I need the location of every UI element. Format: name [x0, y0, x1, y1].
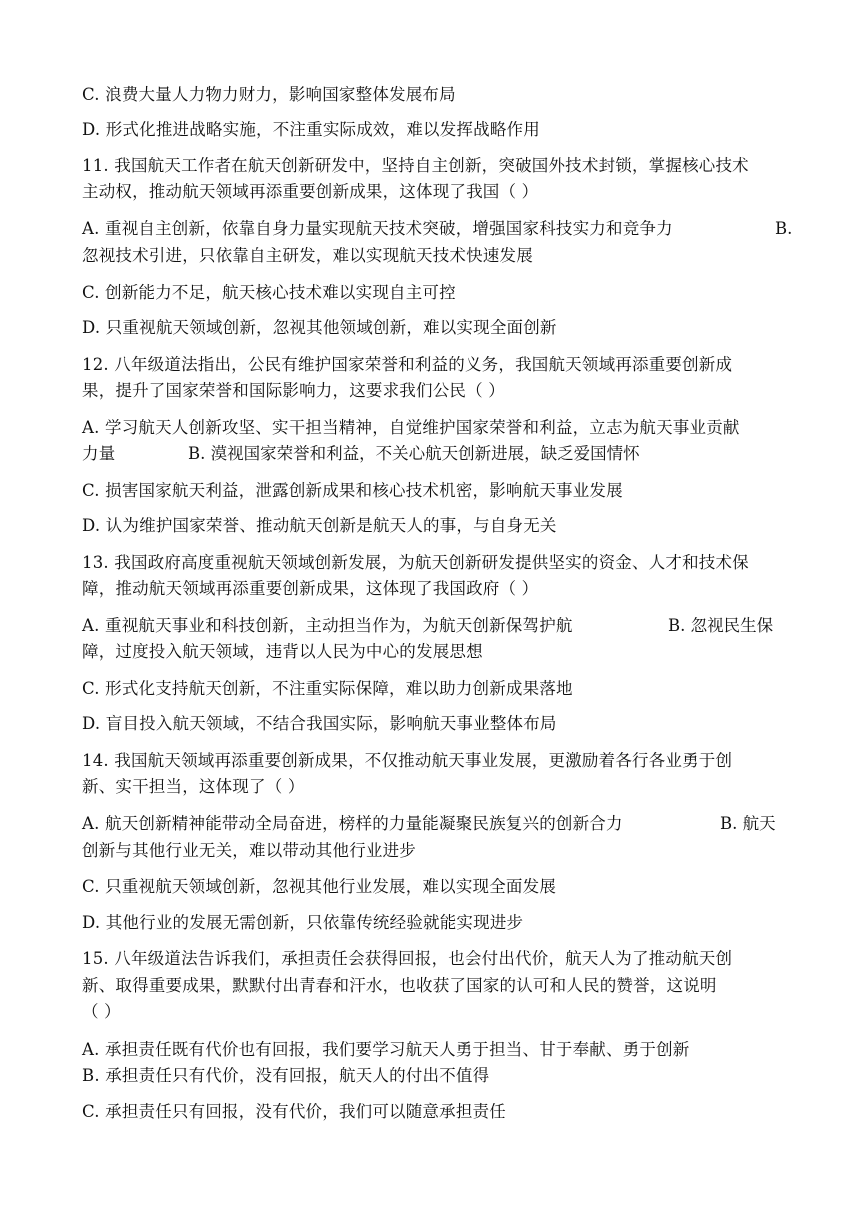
question-11-line-1: 11. 我国航天工作者在航天创新研发中，坚持自主创新，突破国外技术封锁，掌握核心技术: [82, 156, 749, 175]
option-b-q12: B. 漠视国家荣誉和利益，不关心航天创新进展，缺乏爱国情怀: [188, 444, 640, 463]
option-d-q13: D. 盲目投入航天领域，不结合我国实际，影响航天事业整体布局: [82, 714, 557, 733]
option-a-q13: A. 重视航天事业和科技创新，主动担当作为，为航天创新保驾护航: [82, 616, 573, 635]
question-15-line-1: 15. 八年级道法告诉我们，承担责任会获得回报，也会付出代价，航天人为了推动航天创: [82, 949, 733, 968]
option-c-q13: C. 形式化支持航天创新，不注重实际保障，难以助力创新成果落地: [82, 679, 573, 698]
question-11-line-2: 主动权，推动航天领域再添重要创新成果，这体现了我国（ ）: [82, 182, 539, 201]
option-d-q11: D. 只重视航天领域创新，忽视其他领域创新，难以实现全面创新: [82, 318, 557, 337]
question-13-line-1: 13. 我国政府高度重视航天领域创新发展，为航天创新研发提供坚实的资金、人才和技术保: [82, 553, 749, 572]
option-c-q12: C. 损害国家航天利益，泄露创新成果和核心技术机密，影响航天事业发展: [82, 481, 623, 500]
option-c-q11: C. 创新能力不足，航天核心技术难以实现自主可控: [82, 283, 456, 302]
option-a-q12-cont: 力量: [82, 444, 116, 463]
question-15-line-2: 新、取得重要成果，默默付出青春和汗水，也收获了国家的认可和人民的赞誉，这说明: [82, 976, 717, 995]
option-a-q12: A. 学习航天人创新攻坚、实干担当精神，自觉维护国家荣誉和利益，立志为航天事业贡献: [82, 418, 740, 437]
question-12-line-1: 12. 八年级道法指出，公民有维护国家荣誉和利益的义务，我国航天领域再添重要创新成: [82, 355, 733, 374]
option-b-q14: 创新与其他行业无关，难以带动其他行业进步: [82, 841, 416, 860]
option-d-q14: D. 其他行业的发展无需创新，只依靠传统经验就能实现进步: [82, 913, 524, 932]
option-c-q15: C. 承担责任只有回报，没有代价，我们可以随意承担责任: [82, 1102, 506, 1121]
question-14-line-1: 14. 我国航天领域再添重要创新成果，不仅推动航天事业发展，更激励着各行各业勇于创: [82, 751, 733, 770]
question-13-line-2: 障，推动航天领域再添重要创新成果，这体现了我国政府（ ）: [82, 579, 539, 598]
question-15-line-3: （ ）: [82, 1002, 121, 1021]
option-b-q13: B. 忽视民生保: [668, 616, 774, 635]
option-c-q14: C. 只重视航天领域创新，忽视其他行业发展，难以实现全面发展: [82, 877, 557, 896]
option-b-label-q14: B. 航天: [720, 814, 776, 833]
option-b-q15: B. 承担责任只有代价，没有回报，航天人的付出不值得: [82, 1066, 490, 1085]
option-d-q10: D. 形式化推进战略实施，不注重实际成效，难以发挥战略作用: [82, 120, 540, 139]
option-d-q12: D. 认为维护国家荣誉、推动航天创新是航天人的事，与自身无关: [82, 516, 557, 535]
option-b-q11: 忽视技术引进，只依靠自主研发，难以实现航天技术快速发展: [82, 246, 533, 265]
question-14-line-2: 新、实干担当，这体现了（ ）: [82, 777, 305, 796]
option-b-label-q11: B.: [775, 219, 793, 238]
option-a-q15: A. 承担责任既有代价也有回报，我们要学习航天人勇于担当、甘于奉献、勇于创新: [82, 1040, 690, 1059]
option-a-q11: A. 重视自主创新，依靠自身力量实现航天技术突破，增强国家科技实力和竞争力: [82, 219, 673, 238]
option-b-q13-cont: 障，过度投入航天领域，违背以人民为中心的发展思想: [82, 642, 483, 661]
option-a-q14: A. 航天创新精神能带动全局奋进，榜样的力量能凝聚民族复兴的创新合力: [82, 814, 623, 833]
question-12-line-2: 果，提升了国家荣誉和国际影响力，这要求我们公民（ ）: [82, 381, 505, 400]
option-c-q10: C. 浪费大量人力物力财力，影响国家整体发展布局: [82, 85, 456, 104]
